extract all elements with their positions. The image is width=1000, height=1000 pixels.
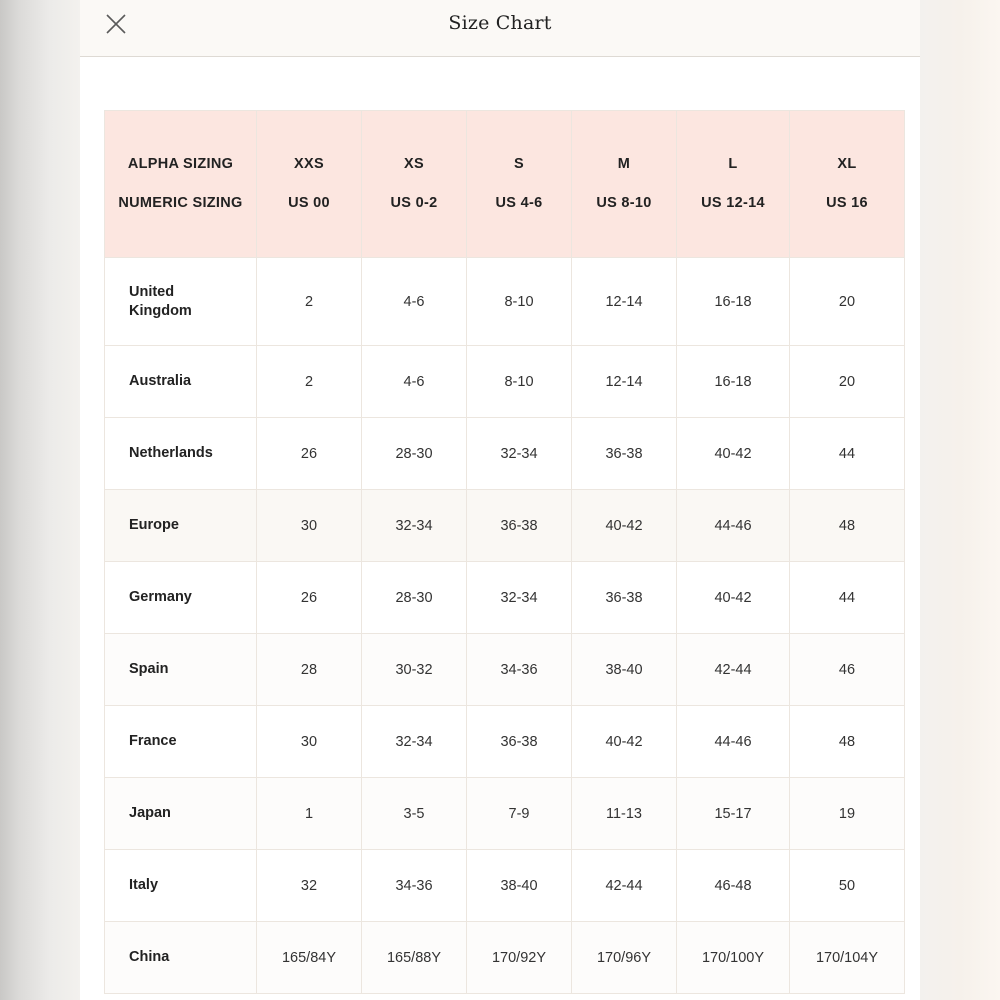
size-value: 19 — [790, 778, 905, 850]
size-value: 28-30 — [362, 562, 467, 634]
alpha-size: M — [617, 156, 631, 172]
size-table-header-row — [105, 111, 905, 258]
size-column-header — [362, 111, 467, 258]
country-name: Japan — [105, 778, 257, 850]
size-value: 38-40 — [467, 850, 572, 922]
size-value: 7-9 — [467, 778, 572, 850]
modal-header — [80, 0, 920, 57]
country-name: China — [105, 922, 257, 994]
size-value: 48 — [790, 706, 905, 778]
country-name: Netherlands — [105, 418, 257, 490]
alpha-size: XS — [404, 156, 424, 172]
alpha-size: L — [728, 156, 738, 172]
size-value: 11-13 — [572, 778, 677, 850]
size-value: 32-34 — [362, 490, 467, 562]
size-column-header — [257, 111, 362, 258]
alpha-size: XXS — [294, 156, 324, 172]
size-value: 44 — [790, 562, 905, 634]
size-value: 40-42 — [572, 706, 677, 778]
table-row — [105, 258, 905, 346]
size-value: 28-30 — [362, 418, 467, 490]
size-value: 3-5 — [362, 778, 467, 850]
size-value: 15-17 — [677, 778, 790, 850]
size-value: 170/96Y — [572, 922, 677, 994]
table-row — [105, 490, 905, 562]
country-name: Spain — [105, 634, 257, 706]
size-value: 32 — [257, 850, 362, 922]
table-row — [105, 778, 905, 850]
table-row — [105, 418, 905, 490]
size-table-container — [104, 110, 904, 994]
header-label-cell — [105, 111, 257, 258]
table-row — [105, 922, 905, 994]
size-value: 4-6 — [362, 258, 467, 346]
country-name: Europe — [105, 490, 257, 562]
size-value: 30 — [257, 490, 362, 562]
size-value: 170/104Y — [790, 922, 905, 994]
size-value: 2 — [257, 346, 362, 418]
table-row — [105, 346, 905, 418]
numeric-size: US 0-2 — [390, 195, 438, 211]
size-value: 165/88Y — [362, 922, 467, 994]
table-row — [105, 850, 905, 922]
modal-title: Size Chart — [448, 12, 552, 34]
alpha-size: S — [514, 156, 524, 172]
size-value: 20 — [790, 258, 905, 346]
size-value: 8-10 — [467, 258, 572, 346]
size-column-header — [572, 111, 677, 258]
size-value: 44 — [790, 418, 905, 490]
numeric-size: US 12-14 — [701, 195, 765, 211]
size-value: 32-34 — [362, 706, 467, 778]
size-value: 46-48 — [677, 850, 790, 922]
numeric-size: US 8-10 — [596, 195, 652, 211]
size-value: 30 — [257, 706, 362, 778]
size-value: 34-36 — [467, 634, 572, 706]
size-value: 44-46 — [677, 490, 790, 562]
size-value: 16-18 — [677, 346, 790, 418]
country-name: Australia — [105, 346, 257, 418]
size-value: 26 — [257, 562, 362, 634]
size-value: 40-42 — [572, 490, 677, 562]
size-value: 2 — [257, 258, 362, 346]
size-chart-modal — [80, 0, 920, 1000]
size-value: 8-10 — [467, 346, 572, 418]
table-row — [105, 562, 905, 634]
size-value: 170/92Y — [467, 922, 572, 994]
size-value: 36-38 — [572, 562, 677, 634]
size-value: 26 — [257, 418, 362, 490]
size-value: 36-38 — [467, 706, 572, 778]
table-row — [105, 706, 905, 778]
size-value: 44-46 — [677, 706, 790, 778]
size-value: 32-34 — [467, 562, 572, 634]
alpha-sizing-label: ALPHA SIZING — [127, 156, 234, 172]
size-value: 4-6 — [362, 346, 467, 418]
size-value: 12-14 — [572, 346, 677, 418]
table-row — [105, 634, 905, 706]
size-column-header — [467, 111, 572, 258]
size-value: 170/100Y — [677, 922, 790, 994]
size-value: 30-32 — [362, 634, 467, 706]
size-value: 36-38 — [572, 418, 677, 490]
numeric-sizing-label: NUMERIC SIZING — [118, 195, 243, 211]
size-value: 32-34 — [467, 418, 572, 490]
numeric-size: US 00 — [288, 195, 330, 211]
size-column-header — [790, 111, 905, 258]
size-value: 36-38 — [467, 490, 572, 562]
size-value: 40-42 — [677, 418, 790, 490]
size-value: 12-14 — [572, 258, 677, 346]
size-value: 20 — [790, 346, 905, 418]
country-name: France — [105, 706, 257, 778]
size-value: 34-36 — [362, 850, 467, 922]
size-value: 165/84Y — [257, 922, 362, 994]
country-name: Germany — [105, 562, 257, 634]
size-value: 1 — [257, 778, 362, 850]
size-table — [104, 110, 905, 994]
size-value: 40-42 — [677, 562, 790, 634]
size-value: 38-40 — [572, 634, 677, 706]
numeric-size: US 16 — [826, 195, 868, 211]
size-value: 28 — [257, 634, 362, 706]
numeric-size: US 4-6 — [495, 195, 543, 211]
alpha-size: XL — [837, 156, 857, 172]
size-value: 16-18 — [677, 258, 790, 346]
country-name: Italy — [105, 850, 257, 922]
country-name: United Kingdom — [105, 258, 257, 346]
size-value: 48 — [790, 490, 905, 562]
size-value: 46 — [790, 634, 905, 706]
size-value: 42-44 — [677, 634, 790, 706]
size-column-header — [677, 111, 790, 258]
size-value: 42-44 — [572, 850, 677, 922]
size-value: 50 — [790, 850, 905, 922]
